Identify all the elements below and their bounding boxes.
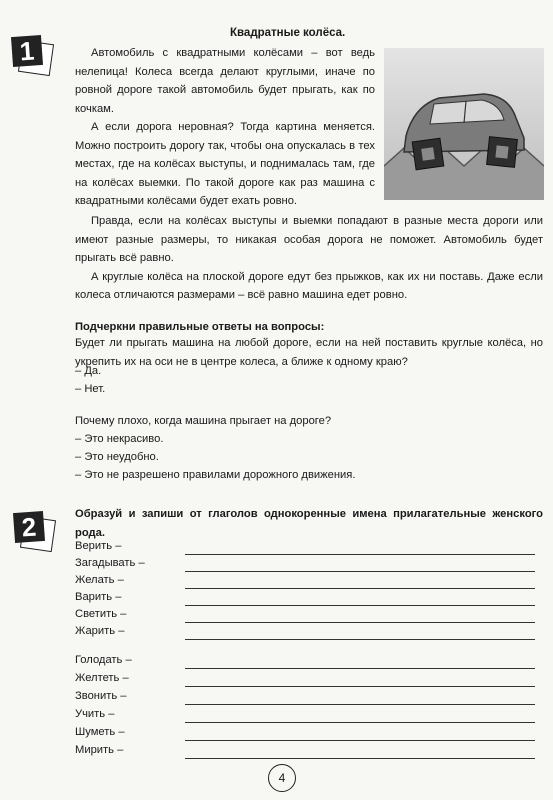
paragraph: Правда, если на колёсах выступы и выемки попадают в разные места дороги или имеют разные размеры, то никакая особая дорога не поможет. Автомобиль будет прыгать всё равно. bbox=[75, 215, 543, 264]
task-number-1: 1 bbox=[11, 35, 43, 67]
answer-option[interactable]: – Это не разрешено правилами дорожного движения. bbox=[75, 469, 356, 481]
verb: Шуметь – bbox=[75, 726, 125, 738]
answer-option[interactable]: – Да. bbox=[75, 365, 102, 377]
verb: Желтеть – bbox=[75, 672, 129, 684]
answer-line[interactable] bbox=[185, 704, 535, 705]
paragraph: Автомобиль с квадратными колёсами – вот ведь нелепица! Колеса всегда делают круглыми, иначе по ровной дороге такой автомобиль будет прыгать, как по кочкам. bbox=[75, 47, 375, 115]
paragraph: А если дорога неровная? Тогда картина меняется. Можно построить дорогу так, чтобы она опускалась в тех местах, где на колёсах выступы, и поднималась там, где на колёсах выемки. По такой дороге как раз машина с квадратными колёсами будет ехать ровно. bbox=[75, 121, 375, 207]
answer-line[interactable] bbox=[185, 668, 535, 669]
paragraph: А круглые колёса на плоской дороге едут без прыжков, как их ни поставь. Даже если колеса отличаются размерами – всё равно машина едет ровно. bbox=[75, 270, 543, 301]
task-number-badge-1 bbox=[12, 36, 48, 72]
verb: Звонить – bbox=[75, 690, 127, 702]
answer-line[interactable] bbox=[185, 605, 535, 606]
answer-line[interactable] bbox=[185, 722, 535, 723]
word-row bbox=[75, 726, 545, 743]
word-row bbox=[75, 708, 545, 725]
word-row bbox=[75, 625, 545, 642]
verb: Голодать – bbox=[75, 654, 132, 666]
word-row bbox=[75, 608, 545, 625]
word-row bbox=[75, 654, 545, 671]
task1-text-narrow bbox=[75, 44, 375, 211]
word-row bbox=[75, 591, 545, 608]
task1-title: Квадратные колёса. bbox=[230, 27, 346, 39]
task-number-badge-2 bbox=[14, 512, 50, 548]
question-2: Почему плохо, когда машина прыгает на дороге? bbox=[75, 415, 332, 427]
answer-line[interactable] bbox=[185, 686, 535, 687]
verb: Жарить – bbox=[75, 625, 125, 637]
answer-line[interactable] bbox=[185, 758, 535, 759]
verb: Верить – bbox=[75, 540, 122, 552]
word-row bbox=[75, 690, 545, 707]
task1-instruction: Подчеркни правильные ответы на вопросы: bbox=[75, 321, 325, 333]
answer-line[interactable] bbox=[185, 740, 535, 741]
answer-option[interactable]: – Нет. bbox=[75, 383, 106, 395]
verb: Желать – bbox=[75, 574, 124, 586]
word-row bbox=[75, 540, 545, 557]
answer-line[interactable] bbox=[185, 622, 535, 623]
square-wheeled-car-illustration bbox=[384, 48, 544, 200]
answer-option[interactable]: – Это некрасиво. bbox=[75, 433, 164, 445]
answer-line[interactable] bbox=[185, 639, 535, 640]
task-number-2: 2 bbox=[13, 511, 45, 543]
task2-instruction: Образуй и запиши от глаголов однокоренные имена прилагательные женского рода. bbox=[75, 508, 543, 539]
question-1: Будет ли прыгать машина на любой дороге, если на ней поставить круглые колёса, но укрепить их на оси не в центре колеса, а ближе к одному краю? bbox=[75, 337, 543, 368]
answer-line[interactable] bbox=[185, 554, 535, 555]
verb: Светить – bbox=[75, 608, 127, 620]
verb: Мирить – bbox=[75, 744, 124, 756]
answer-line[interactable] bbox=[185, 571, 535, 572]
word-row bbox=[75, 672, 545, 689]
word-row bbox=[75, 574, 545, 591]
verb: Учить – bbox=[75, 708, 115, 720]
verb: Варить – bbox=[75, 591, 122, 603]
task1-text-wide bbox=[75, 212, 543, 305]
page-number: 4 bbox=[268, 764, 296, 792]
answer-option[interactable]: – Это неудобно. bbox=[75, 451, 159, 463]
answer-line[interactable] bbox=[185, 588, 535, 589]
verb: Загадывать – bbox=[75, 557, 145, 569]
word-row bbox=[75, 557, 545, 574]
word-row bbox=[75, 744, 545, 761]
